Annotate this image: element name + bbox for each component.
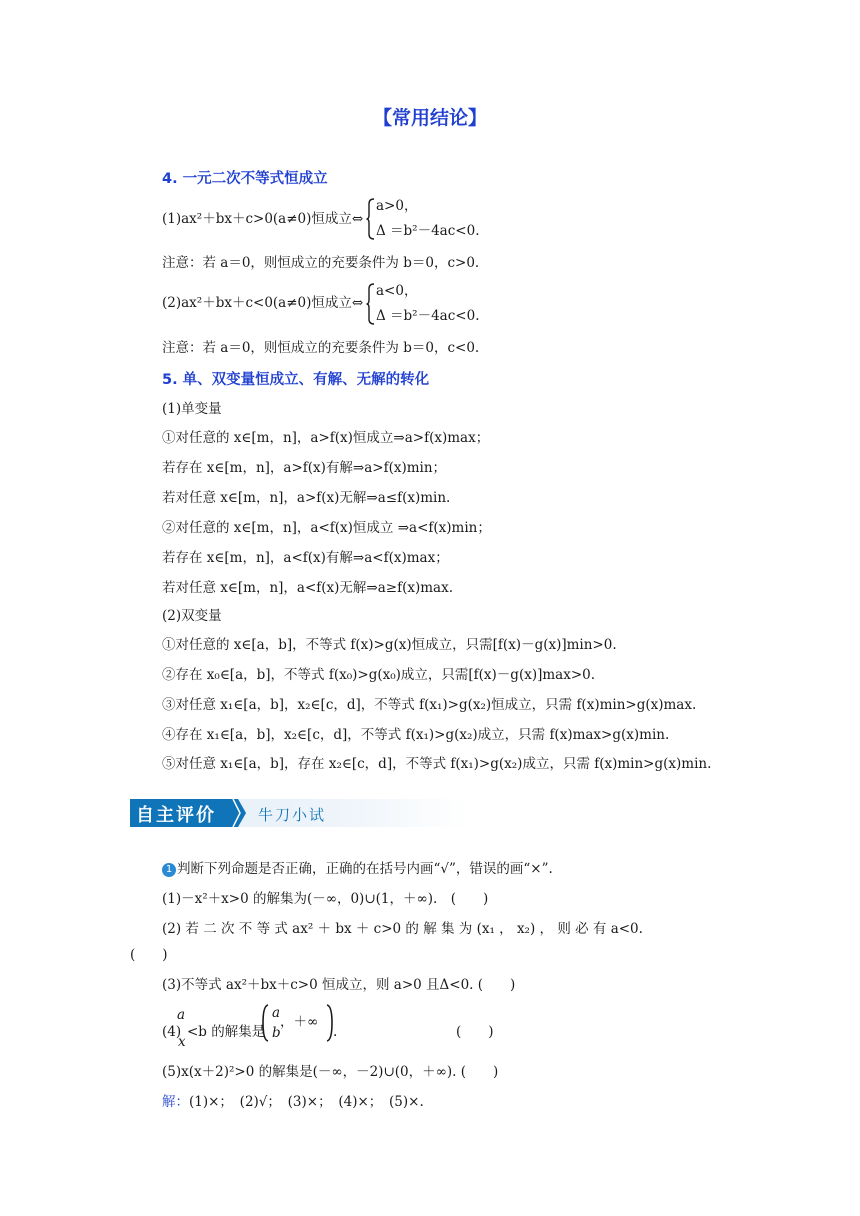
double-variable-title: (2)双变量: [162, 608, 222, 624]
item4-paren: ( ): [456, 1024, 494, 1040]
exercise-number-badge: 1: [162, 863, 176, 877]
answer-line: [162, 1092, 424, 1112]
interval-fraction-denominator: b: [272, 1025, 281, 1041]
exercise-item: (5)x(x＋2)²>0 的解集是(－∞，－2)∪(0，＋∞). ( ): [162, 1064, 499, 1080]
section-5-heading: 5. 单、双变量恒成立、有解、无解的转化: [162, 372, 430, 388]
double-line: ①对任意的 x∈[a，b]，不等式 f(x)>g(x)恒成立，只需[f(x)－g(x)]min>0.: [162, 637, 617, 653]
item4-tail: .: [333, 1024, 338, 1040]
exercise-item: (2) 若 二 次 不 等 式 ax² ＋ bx ＋ c>0 的 解 集 为 (x₁ ， x₂) ， 则 必 有 a<0.: [162, 921, 643, 937]
single-variable-title: (1)单变量: [162, 401, 222, 417]
banner-chevron-icon: [230, 799, 248, 827]
case1-brace: [366, 198, 375, 240]
section-banner: [130, 799, 470, 827]
single-line: ①对任意的 x∈[m，n]，a>f(x)恒成立⇒a>f(x)max；: [162, 430, 490, 446]
single-line: 若存在 x∈[m，n]，a>f(x)有解⇒a>f(x)min；: [162, 460, 447, 476]
interval-right-bracket: [326, 1004, 333, 1042]
answer-label: 解：: [162, 1094, 189, 1110]
double-line: ③对任意 x₁∈[a，b]，x₂∈[c，d]，不等式 f(x₁)>g(x₂)恒成立，只需 f(x)min>g(x)max.: [162, 697, 697, 713]
exercise-item-paren: ( ): [130, 947, 168, 963]
case2-cond1: a<0，: [376, 283, 418, 299]
page-title: 【常用结论】: [372, 107, 487, 129]
double-line: ⑤对任意 x₁∈[a，b]，存在 x₂∈[c，d]，不等式 f(x₁)>g(x₂)成立，只需 f(x)min>g(x)min.: [162, 756, 712, 772]
case2-cond2: Δ ＝b²－4ac<0.: [376, 308, 480, 324]
single-line: ②对任意的 x∈[m，n]，a<f(x)恒成立 ⇒a<f(x)min；: [162, 520, 491, 536]
single-line: 若对任意 x∈[m，n]，a<f(x)无解⇒a≥f(x)max.: [162, 580, 454, 596]
interval-left-bracket: [262, 1004, 269, 1042]
case2-brace: [366, 283, 375, 325]
item4-fraction-numerator: a: [177, 1007, 186, 1023]
item4-fraction-denominator: x: [178, 1034, 186, 1050]
interval-fraction-numerator: a: [272, 1005, 281, 1021]
double-line: ②存在 x₀∈[a，b]，不等式 f(x₀)>g(x₀)成立，只需[f(x)－g(x)]max>0.: [162, 667, 596, 683]
section-4-heading: 4. 一元二次不等式恒成立: [162, 171, 328, 187]
case1-cond1: a>0，: [376, 198, 418, 214]
banner-sub-label: 牛刀小试: [258, 806, 327, 824]
single-line: 若对任意 x∈[m，n]，a>f(x)无解⇒a≤f(x)min.: [162, 490, 451, 506]
answer-text: (1)×； (2)√； (3)×； (4)×； (5)×.: [189, 1094, 424, 1110]
exercise-prompt-line: [162, 859, 553, 879]
exercise-prompt: 判断下列命题是否正确，正确的在括号内画“√”，错误的画“×”.: [177, 861, 553, 877]
banner-main-label: 自主评价: [136, 805, 216, 826]
case2-lead: (2)ax²＋bx＋c<0(a≠0)恒成立⇔: [162, 295, 364, 311]
interval-rest: ，＋∞: [280, 1014, 319, 1030]
note1: 注意：若 a＝0，则恒成立的充要条件为 b＝0，c>0.: [162, 255, 480, 271]
note2: 注意：若 a＝0，则恒成立的充要条件为 b＝0，c<0.: [162, 340, 480, 356]
exercise-item: (3)不等式 ax²＋bx＋c>0 恒成立，则 a>0 且Δ<0. ( ): [162, 977, 516, 993]
case1-lead: (1)ax²＋bx＋c>0(a≠0)恒成立⇔: [162, 211, 364, 227]
item4-lead: (4): [162, 1024, 182, 1040]
double-line: ④存在 x₁∈[a，b]，x₂∈[c，d]，不等式 f(x₁)>g(x₂)成立，只需 f(x)max>g(x)min.: [162, 727, 670, 743]
case1-cond2: Δ ＝b²－4ac<0.: [376, 223, 480, 239]
single-line: 若存在 x∈[m，n]，a<f(x)有解⇒a<f(x)max；: [162, 550, 449, 566]
exercise-item: (1)－x²＋x>0 的解集为(－∞，0)∪(1，＋∞). ( ): [162, 891, 489, 907]
item4-middle: <b 的解集是: [187, 1024, 266, 1040]
